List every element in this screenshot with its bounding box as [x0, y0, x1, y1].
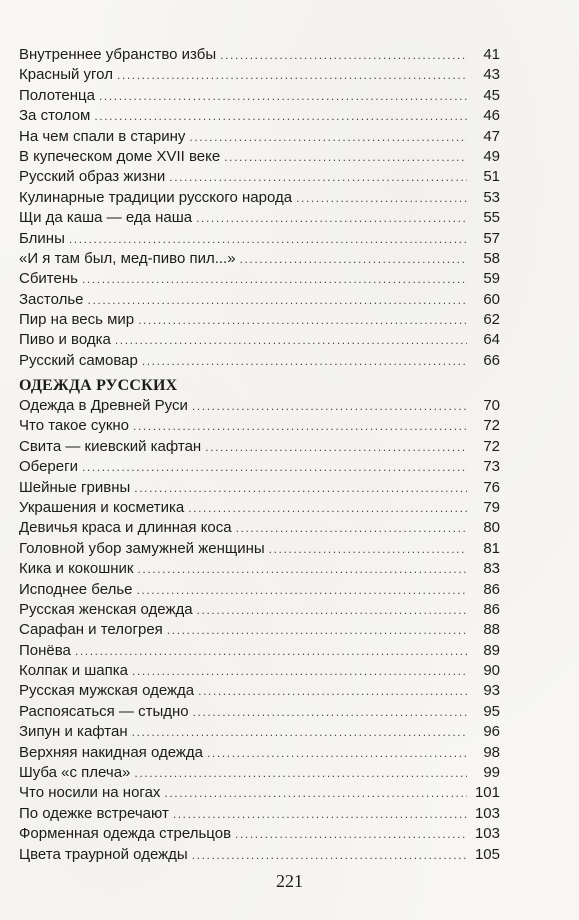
toc-entry-page: 103: [474, 804, 500, 822]
dot-leader: [115, 330, 467, 350]
toc-entry-page: 46: [483, 107, 500, 125]
toc-entry-title: Что носили на ногах: [19, 784, 161, 802]
page-number: 221: [276, 871, 303, 891]
toc-entry[interactable]: [19, 600, 500, 620]
toc-entry[interactable]: [19, 722, 500, 742]
toc-entry-title: Пиво и водка: [19, 331, 111, 349]
toc-entry[interactable]: [19, 804, 500, 824]
toc-entry-page: 86: [483, 580, 500, 598]
toc-entry[interactable]: [19, 147, 500, 167]
dot-leader: [88, 290, 467, 310]
toc-entry[interactable]: [19, 498, 500, 518]
toc-entry[interactable]: [19, 249, 500, 269]
toc-entry[interactable]: [19, 559, 500, 579]
toc-entry-page: 90: [483, 662, 500, 680]
dot-leader: [240, 249, 467, 269]
dot-leader: [167, 620, 467, 640]
toc-entry-title: Внутреннее убранство избы: [19, 46, 217, 63]
toc-entry-title: Колпак и шапка: [19, 662, 128, 680]
toc-entry[interactable]: [19, 229, 500, 249]
toc-entry[interactable]: [19, 167, 500, 187]
dot-leader: [189, 127, 467, 147]
dot-leader: [220, 45, 467, 65]
toc-entry[interactable]: [19, 845, 500, 865]
dot-leader: [164, 783, 467, 803]
dot-leader: [137, 559, 467, 579]
toc-entry-page: 83: [483, 560, 500, 578]
toc-entry-page: 99: [483, 764, 500, 782]
dot-leader: [99, 86, 467, 106]
toc-entry-page: 49: [483, 147, 500, 165]
toc-entry[interactable]: [19, 580, 500, 600]
dot-leader: [173, 804, 467, 824]
toc-entry[interactable]: [19, 65, 500, 85]
toc-entry-title: Пир на весь мир: [19, 311, 135, 329]
toc-entry-title: Понёва: [19, 641, 71, 659]
toc-entry-title: Цвета траурной одежды: [19, 845, 188, 863]
toc-entry-title: Русский самовар: [19, 351, 138, 369]
toc-list-part1: [19, 45, 500, 371]
dot-leader: [236, 518, 467, 538]
toc-entry-title: Верхняя накидная одежда: [19, 743, 204, 761]
toc-entry-title: Блины: [19, 229, 65, 247]
toc-entry-page: 64: [483, 331, 500, 349]
toc-entry-title: Застолье: [19, 290, 84, 308]
dot-leader: [235, 824, 467, 844]
toc-entry-title: Девичья краса и длинная коса: [19, 519, 232, 537]
toc-entry[interactable]: [19, 416, 500, 436]
toc-entry-title: Шуба «с плеча»: [19, 764, 131, 782]
dot-leader: [134, 763, 467, 783]
toc-entry-page: 51: [483, 168, 500, 186]
toc-entry-title: Распоясаться — стыдно: [19, 702, 189, 720]
dot-leader: [205, 437, 467, 457]
toc-entry-page: 58: [483, 249, 500, 267]
toc-entry[interactable]: [19, 106, 500, 126]
toc-entry-title: Полотенца: [19, 86, 95, 104]
dot-leader: [192, 396, 467, 416]
toc-entry-page: 105: [474, 845, 500, 863]
toc-entry-title: За столом: [19, 107, 91, 125]
toc-entry[interactable]: [19, 641, 500, 661]
toc-entry-page: 73: [483, 458, 500, 476]
toc-entry-page: 80: [483, 519, 500, 537]
dot-leader: [82, 457, 467, 477]
toc-entry-title: Кулинарные традиции русского народа: [19, 188, 293, 206]
dot-leader: [192, 845, 467, 865]
dot-leader: [69, 229, 467, 249]
toc-entry[interactable]: [19, 702, 500, 722]
toc-entry-title: Русская мужская одежда: [19, 682, 195, 700]
toc-entry-title: Красный угол: [19, 66, 113, 84]
toc-entry-page: 101: [474, 784, 500, 802]
toc-entry[interactable]: [19, 330, 500, 350]
toc-entry-title: Щи да каша — еда наша: [19, 209, 193, 227]
toc-entry[interactable]: [19, 457, 500, 477]
dot-leader: [224, 147, 467, 167]
toc-entry-page: 41: [483, 46, 500, 63]
toc-entry-title: В купеческом доме XVII веке: [19, 147, 221, 165]
dot-leader: [296, 188, 467, 208]
toc-entry[interactable]: [19, 310, 500, 330]
toc-entry-title: Русская женская одежда: [19, 600, 193, 618]
toc-entry[interactable]: [19, 518, 500, 538]
dot-leader: [133, 416, 467, 436]
toc-entry[interactable]: [19, 269, 500, 289]
toc-entry-title: Шейные гривны: [19, 478, 131, 496]
toc-entry-title: Форменная одежда стрельцов: [19, 825, 232, 843]
toc-entry-title: Обереги: [19, 458, 78, 476]
toc-entry-title: Сбитень: [19, 270, 78, 288]
toc-entry-page: 45: [483, 86, 500, 104]
toc-entry[interactable]: [19, 86, 500, 106]
dot-leader: [207, 743, 467, 763]
toc-entry-page: 57: [483, 229, 500, 247]
toc-entry-title: Что такое сукно: [19, 417, 130, 435]
dot-leader: [132, 661, 467, 681]
toc-entry-page: 89: [483, 641, 500, 659]
dot-leader: [269, 539, 467, 559]
toc-entry-page: 103: [474, 825, 500, 843]
dot-leader: [134, 478, 467, 498]
toc-entry-page: 43: [483, 66, 500, 84]
toc-entry-page: 86: [483, 600, 500, 618]
toc-entry-title: Украшения и косметика: [19, 498, 185, 516]
toc-entry[interactable]: [19, 45, 500, 65]
toc-entry-title: Сарафан и телогрея: [19, 621, 163, 639]
dot-leader: [169, 167, 467, 187]
toc-entry-page: 88: [483, 621, 500, 639]
toc-entry-page: 53: [483, 188, 500, 206]
dot-leader: [142, 351, 467, 371]
toc-entry[interactable]: [19, 824, 500, 844]
dot-leader: [138, 310, 467, 330]
toc-entry[interactable]: [19, 783, 500, 803]
dot-leader: [136, 580, 467, 600]
toc-entry[interactable]: [19, 127, 500, 147]
section-heading[interactable]: ОДЕЖДА РУССКИХ: [19, 377, 178, 394]
dot-leader: [117, 65, 467, 85]
dot-leader: [75, 641, 467, 661]
toc-entry-page: 47: [483, 127, 500, 145]
toc-entry[interactable]: [19, 396, 500, 416]
toc-entry[interactable]: [19, 743, 500, 763]
dot-leader: [198, 681, 467, 701]
toc-entry[interactable]: [19, 661, 500, 681]
toc-entry-page: 96: [483, 723, 500, 741]
dot-leader: [132, 722, 467, 742]
toc-entry-title: Русский образ жизни: [19, 168, 166, 186]
toc-entry-title: По одежке встречают: [19, 804, 169, 822]
toc-entry-title: Свита — киевский кафтан: [19, 437, 202, 455]
dot-leader: [197, 600, 467, 620]
toc-entry[interactable]: [19, 763, 500, 783]
toc-entry-page: 72: [483, 417, 500, 435]
toc-entry-title: Головной убор замужней женщины: [19, 539, 265, 557]
toc-entry-page: 70: [483, 397, 500, 414]
toc-entry[interactable]: [19, 539, 500, 559]
toc-entry-page: 93: [483, 682, 500, 700]
toc-entry-page: 55: [483, 209, 500, 227]
toc-entry[interactable]: [19, 208, 500, 228]
toc-entry[interactable]: [19, 290, 500, 310]
toc-list-part2: [19, 396, 500, 865]
toc-entry[interactable]: [19, 681, 500, 701]
toc-entry[interactable]: [19, 620, 500, 640]
toc-entry[interactable]: [19, 437, 500, 457]
toc-entry-page: 81: [483, 539, 500, 557]
toc-entry-title: Зипун и кафтан: [19, 723, 128, 741]
dot-leader: [94, 106, 467, 126]
toc-entry-page: 60: [483, 290, 500, 308]
dot-leader: [196, 208, 467, 228]
toc-entry-page: 66: [483, 351, 500, 369]
toc-entry-title: Одежда в Древней Руси: [19, 397, 188, 414]
dot-leader: [193, 702, 467, 722]
toc-entry[interactable]: [19, 351, 500, 371]
toc-entry-title: Кика и кокошник: [19, 560, 134, 578]
toc-entry-page: 76: [483, 478, 500, 496]
toc-entry-page: 59: [483, 270, 500, 288]
dot-leader: [82, 269, 467, 289]
toc-entry-title: На чем спали в старину: [19, 127, 186, 145]
dot-leader: [188, 498, 467, 518]
toc-entry[interactable]: [19, 188, 500, 208]
toc-entry-page: 79: [483, 498, 500, 516]
toc-entry-page: 95: [483, 702, 500, 720]
toc-entry-page: 98: [483, 743, 500, 761]
toc-entry-page: 72: [483, 437, 500, 455]
toc-entry-title: «И я там был, мед-пиво пил...»: [19, 249, 236, 267]
toc-entry[interactable]: [19, 478, 500, 498]
toc-entry-title: Исподнее белье: [19, 580, 133, 598]
toc-entry-page: 62: [483, 311, 500, 329]
